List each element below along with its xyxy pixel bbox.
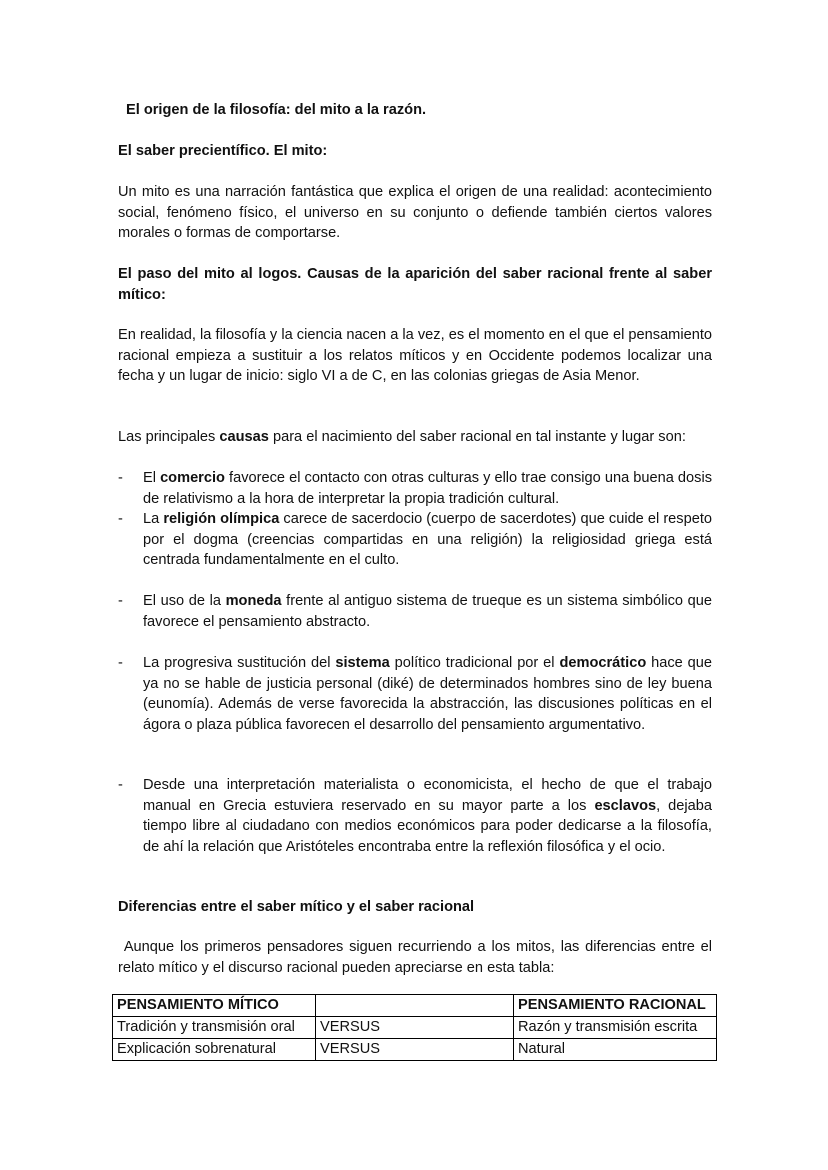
list-item-text: El comercio favorece el contacto con otras culturas y ello trae consigo una buena dosis de relativismo a la hora de interpretar la propia tradición cultural.	[143, 470, 713, 507]
paragraph-origen-filosofia: En realidad, la filosofía y la ciencia nacen a la vez, es el momento en el que el pensamiento racional empieza a sustituir a los relatos míticos y en Occidente podemos localizar una fecha y un lugar de inicio: siglo VI a de C, en las colonias griegas de Asia Menor.	[118, 327, 712, 385]
list-item	[118, 509, 712, 571]
table-header-cell	[315, 995, 513, 1017]
causes-intro-text: Las principales	[118, 429, 220, 445]
table-header-row	[113, 995, 717, 1017]
paragraph-diferencias: Aunque los primeros pensadores siguen recurriendo a los mitos, las diferencias entre el relato mítico y el discurso racional pueden apreciarse en esta tabla:	[118, 939, 717, 976]
bullet-dash: -	[118, 777, 123, 793]
list-item-text: Desde una interpretación materialista o economicista, el hecho de que el trabajo manual en Grecia estuviera reservado en su mayor parte a los esclavos, dejaba tiempo libre al ciudadano con medios económicos para poder dedicarse a la filosofía, de ahí la relación que Aristóteles encontraba entre la reflexión filosófica y el ocio.	[143, 777, 712, 855]
comparison-table	[112, 994, 717, 1061]
table-cell: VERSUS	[315, 1017, 513, 1039]
list-item	[118, 775, 712, 857]
bullet-dash: -	[118, 511, 123, 527]
list-item	[118, 653, 712, 735]
bullet-dash: -	[118, 470, 123, 486]
causes-intro-keyword: causas	[219, 429, 269, 445]
table-row	[113, 1039, 717, 1061]
causes-intro	[118, 427, 712, 448]
keyword: sistema	[335, 655, 390, 671]
table-cell: VERSUS	[315, 1039, 513, 1061]
table-header-cell: PENSAMIENTO RACIONAL	[514, 995, 717, 1017]
section-heading-logos: El paso del mito al logos. Causas de la aparición del saber racional frente al saber mítico:	[118, 266, 712, 303]
keyword: moneda	[225, 593, 282, 609]
bullet-dash: -	[118, 655, 123, 671]
table-row	[113, 1017, 717, 1039]
bullet-dash: -	[118, 593, 123, 609]
table-cell: Natural	[514, 1039, 717, 1061]
keyword: comercio	[160, 470, 225, 486]
list-item	[118, 591, 712, 632]
table-cell: Explicación sobrenatural	[113, 1039, 316, 1061]
document-title: El origen de la filosofía: del mito a la razón.	[126, 102, 427, 118]
list-item	[118, 468, 712, 509]
table-cell: Tradición y transmisión oral	[113, 1017, 316, 1039]
table-cell: Razón y transmisión escrita	[514, 1017, 717, 1039]
keyword: esclavos	[594, 797, 657, 814]
list-item-text: La religión olímpica carece de sacerdocio (cuerpo de sacerdotes) que cuide el respeto por el dogma (creencias compartidas en una religión) la religiosidad griega está centrada fundamentalmente en el culto.	[143, 511, 713, 569]
list-item-text: La progresiva sustitución del sistema político tradicional por el democrático hace que ya no se hable de justicia personal (diké) de determinados hombres sino de ley buena (eunomía). Además de verse favorecida la abstracción, las discusiones políticas en el ágora o plaza pública favorecen el desarrollo del pensamiento argumentativo.	[143, 655, 713, 733]
paragraph-mito-definition: Un mito es una narración fantástica que explica el origen de una realidad: acontecimiento social, fenómeno físico, el universo en su conjunto o defiende también ciertos valores morales o formas de comportarse.	[118, 184, 712, 242]
table-header-cell: PENSAMIENTO MÍTICO	[113, 995, 316, 1017]
list-item-text: El uso de la moneda frente al antiguo sistema de trueque es un sistema simbólico que favorece el pensamiento abstracto.	[143, 593, 712, 630]
section-heading-diferencias: Diferencias entre el saber mítico y el saber racional	[118, 899, 475, 915]
section-heading-mito: El saber precientífico. El mito:	[118, 143, 328, 159]
causes-intro-text: para el nacimiento del saber racional en tal instante y lugar son:	[268, 429, 686, 445]
keyword: democrático	[559, 655, 647, 671]
keyword: religión olímpica	[163, 511, 280, 527]
